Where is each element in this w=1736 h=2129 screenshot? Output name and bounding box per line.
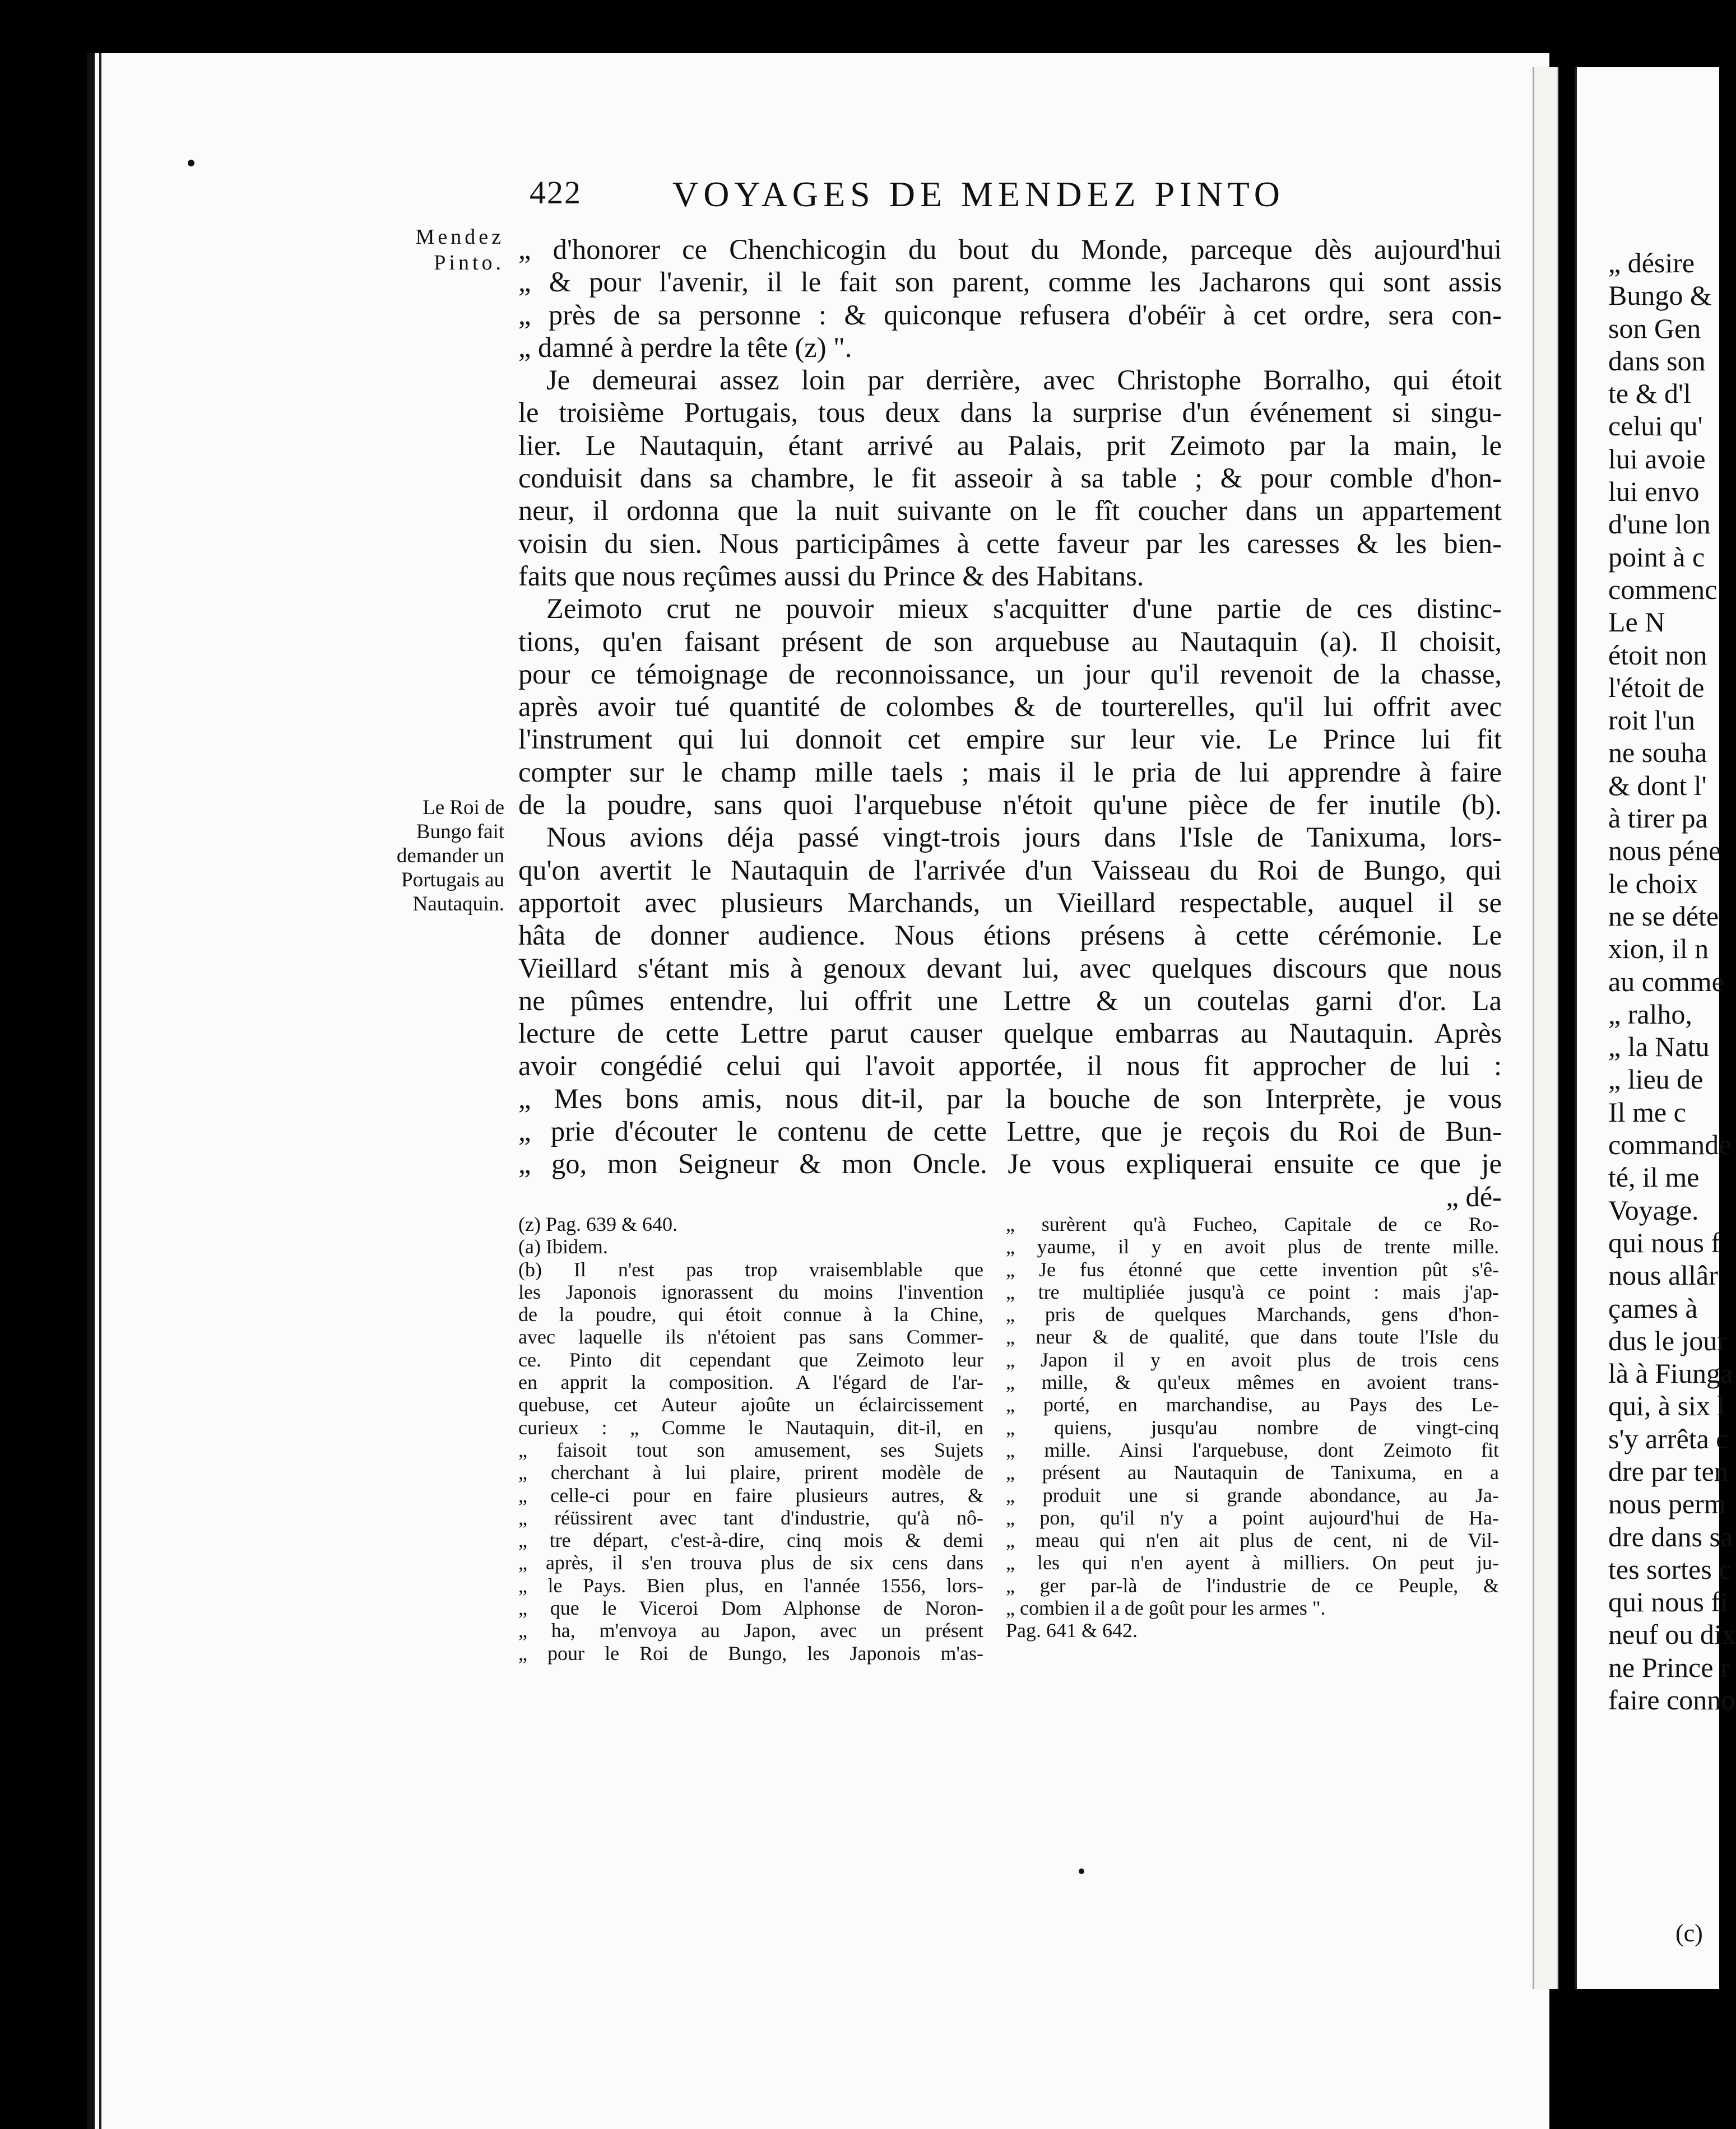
text-line: avoir congédié celui qui l'avoit apportée, il nous fit approcher de lui : <box>518 1050 1502 1082</box>
right-page-line: Il me c <box>1608 1096 1686 1128</box>
footnote-line: quebuse, cet Auteur ajoûte un éclaircissement <box>518 1393 983 1416</box>
footnote-line: „ surèrent qu'à Fucheo, Capitale de ce Ro- <box>1006 1213 1499 1235</box>
right-page-line: le choix <box>1608 867 1698 899</box>
footnote-line: „ pris de quelques Marchands, gens d'hon- <box>1006 1303 1499 1326</box>
right-page-line: xion, il n <box>1608 933 1709 965</box>
margin-note-line: Nautaquin. <box>412 892 504 915</box>
text-line: lecture de cette Lettre parut causer quelque embarras au Nautaquin. Après <box>518 1017 1502 1049</box>
right-page-shadow <box>1563 1989 1717 2129</box>
right-page-line: nous péne <box>1608 835 1721 867</box>
right-page-line: l'étoit de <box>1608 671 1705 703</box>
right-page-line: ne se déte <box>1608 900 1719 932</box>
text-line: de la poudre, sans quoi l'arquebuse n'étoit qu'une pièce de fer inutile (b). <box>518 789 1502 821</box>
right-page-text <box>1608 247 1736 1716</box>
footnote-line: „ mille, & qu'eux mêmes en avoient trans- <box>1006 1371 1499 1394</box>
footnote-line: „ que le Viceroi Dom Alphonse de Noron- <box>518 1597 983 1620</box>
footnote-line: „ ger par-là de l'industrie de ce Peuple, & <box>1006 1574 1499 1597</box>
ink-speck <box>188 160 194 166</box>
text-line: Vieillard s'étant mis à genoux devant lui, avec quelques discours que nous <box>518 952 1502 984</box>
margin-author-name <box>387 224 504 276</box>
margin-note-line: Portugais au <box>401 868 504 891</box>
text-line: voisin du sien. Nous participâmes à cette faveur par les caresses & les bien- <box>518 527 1502 559</box>
text-line: après avoir tué quantité de colombes & de tourterelles, qu'il lui offrit avec <box>518 691 1502 723</box>
footnote-line: ce. Pinto dit cependant que Zeimoto leur <box>518 1348 983 1371</box>
right-page-catchword: (c) <box>1675 1919 1703 1947</box>
footnote-line: (z) Pag. 639 & 640. <box>518 1213 677 1235</box>
right-page-line: „ lieu de <box>1608 1063 1703 1095</box>
right-page-line: point à c <box>1608 541 1705 573</box>
right-page-line: d'une lon <box>1608 508 1711 540</box>
main-text <box>518 233 1502 1213</box>
footnote-line: les Japonois ignorassent du moins l'invention <box>518 1280 983 1303</box>
footnote-line: „ meau qui n'en ait plus de cent, ni de Vil- <box>1006 1529 1499 1552</box>
right-page-line: „ désire <box>1608 247 1695 278</box>
book-gutter <box>1533 67 1558 1989</box>
right-page-line: dus le jour <box>1608 1324 1727 1356</box>
text-line: apportoit avec plusieurs Marchands, un Vieillard respectable, auquel il se <box>518 886 1502 918</box>
right-page-line: qui nous fi <box>1608 1586 1728 1618</box>
footnote-line: „ porté, en marchandise, au Pays des Le- <box>1006 1393 1499 1416</box>
footnote-line: (a) Ibidem. <box>518 1235 608 1258</box>
right-page-line: „ la Natu <box>1608 1031 1710 1063</box>
text-line: l'instrument qui lui donnoit cet empire sur leur vie. Le Prince lui fit <box>518 723 1502 755</box>
text-line: tions, qu'en faisant présent de son arquebuse au Nautaquin (a). Il choisit, <box>518 625 1502 657</box>
footnote-line: „ combien il a de goût pour les armes ". <box>1006 1597 1326 1620</box>
margin-name-line: Mendez <box>415 225 504 249</box>
right-page-line: au comme <box>1608 965 1724 997</box>
text-line: compter sur le champ mille taels ; mais il le pria de lui apprendre à faire <box>518 756 1502 788</box>
text-line: le troisième Portugais, tous deux dans la surprise d'un événement si singu- <box>518 397 1502 429</box>
margin-note <box>353 796 504 916</box>
footnote-line: „ les qui n'en ayent à milliers. On peut ju- <box>1006 1551 1499 1574</box>
margin-name-line: Pinto. <box>434 251 504 275</box>
catchword: „ dé- <box>1446 1180 1502 1212</box>
footnote-line: „ cherchant à lui plaire, prirent modèle de <box>518 1461 983 1484</box>
text-line: „ & pour l'avenir, il le fait son parent, comme les Jacharons qui sont assis <box>518 266 1502 298</box>
text-line: Zeimoto crut ne pouvoir mieux s'acquitter d'une partie de ces distinc- <box>546 593 1502 625</box>
right-page-line: & dont l' <box>1608 769 1707 801</box>
text-line: „ go, mon Seigneur & mon Oncle. Je vous expliquerai ensuite ce que je <box>518 1148 1502 1180</box>
footnote-line: „ Je fus étonné que cette invention pût s'ê- <box>1006 1258 1499 1281</box>
right-page-line: tes sortes c <box>1608 1553 1732 1585</box>
footnote-line: „ ha, m'envoya au Japon, avec un présent <box>518 1619 983 1642</box>
text-line: qu'on avertit le Nautaquin de l'arrivée d'un Vaisseau du Roi de Bungo, qui <box>518 854 1502 886</box>
footnote-line: avec laquelle ils n'étoient pas sans Commer- <box>518 1326 983 1349</box>
right-page-line: dre par ten <box>1608 1455 1728 1487</box>
footnote-line: „ yaume, il y en avoit plus de trente mille. <box>1006 1235 1499 1258</box>
margin-note-line: Bungo fait <box>416 820 504 843</box>
footnote-line: „ tre multipliée jusqu'à ce point : mais j'ap- <box>1006 1280 1499 1303</box>
right-page-line: Le N <box>1608 606 1665 638</box>
text-line: Je demeurai assez loin par derrière, avec Christophe Borralho, qui étoit <box>546 364 1502 396</box>
right-page-line: „ ralho, <box>1608 998 1692 1030</box>
footnote-line: „ Japon il y en avoit plus de trois cens <box>1006 1348 1499 1371</box>
text-line: lier. Le Nautaquin, étant arrivé au Palais, prit Zeimoto par la main, le <box>518 429 1502 461</box>
footnote-line: „ quiens, jusqu'au nombre de vingt-cinq <box>1006 1416 1499 1439</box>
right-page-line: celui qu' <box>1608 410 1703 442</box>
right-page-line: qui nous f <box>1608 1226 1720 1258</box>
margin-note-line: Le Roi de <box>423 796 504 819</box>
right-page-line: commande <box>1608 1129 1732 1161</box>
text-line: „ damné à perdre la tête (z) ". <box>518 331 852 363</box>
right-page-line: là à Fiunga <box>1608 1358 1733 1389</box>
right-page-line: roit l'un <box>1608 704 1695 736</box>
page-header <box>530 174 1538 224</box>
margin-note-line: demander un <box>396 844 504 867</box>
right-page-line: s'y arrêta c <box>1608 1423 1729 1454</box>
text-line: Nous avions déja passé vingt-trois jours dans l'Isle de Tanixuma, lors- <box>546 821 1502 853</box>
footnotes-right-column <box>1006 1213 1499 1642</box>
right-page-line: ne souha <box>1608 737 1707 769</box>
footnote-line: „ présent au Nautaquin de Tanixuma, en a <box>1006 1461 1499 1484</box>
text-line: pour ce témoignage de reconnoissance, un jour qu'il revenoit de la chasse, <box>518 658 1502 690</box>
right-page-line: dre dans sa <box>1608 1521 1733 1552</box>
ink-speck <box>1079 1868 1084 1874</box>
footnote-line: „ mille. Ainsi l'arquebuse, dont Zeimoto fit <box>1006 1438 1499 1461</box>
page-number: 422 <box>530 174 582 211</box>
right-page-line: commenc <box>1608 573 1718 605</box>
right-page-line: lui avoie <box>1608 443 1706 475</box>
right-page-line: té, il me <box>1608 1161 1700 1193</box>
footnote-line: Pag. 641 & 642. <box>1006 1619 1138 1642</box>
right-page-line: Voyage. <box>1608 1194 1699 1226</box>
text-line: „ près de sa personne : & quiconque refusera d'obéïr à cet ordre, sera con- <box>518 299 1502 331</box>
footnote-line: „ produit une si grande abondance, au Ja- <box>1006 1484 1499 1507</box>
right-page-line: te & d'l <box>1608 378 1691 410</box>
text-line: ne pûmes entendre, lui offrit une Lettre & un coutelas garni d'or. La <box>518 984 1502 1016</box>
footnote-line: „ après, il s'en trouva plus de six cens dans <box>518 1551 983 1574</box>
right-page-line: faire conno <box>1608 1684 1735 1716</box>
text-line: neur, il ordonna que la nuit suivante on le fît coucher dans un appartement <box>518 495 1502 527</box>
right-page-line: çames à <box>1608 1292 1698 1324</box>
right-page-line: neuf ou dix <box>1608 1619 1736 1651</box>
right-page-line: ne Prince r <box>1608 1651 1730 1683</box>
footnote-line: „ tre départ, c'est-à-dire, cinq mois & demi <box>518 1529 983 1552</box>
footnote-line: en apprit la composition. A l'égard de l'ar- <box>518 1371 983 1394</box>
right-page-line: nous allâr <box>1608 1259 1718 1291</box>
footnote-line: „ celle-ci pour en faire plusieurs autres, & <box>518 1484 983 1507</box>
right-page-line: nous perm <box>1608 1488 1726 1520</box>
footnote-line: „ pon, qu'il n'y a point aujourd'hui de Ha- <box>1006 1506 1499 1529</box>
text-line: „ d'honorer ce Chenchicogin du bout du Monde, parceque dès aujourd'hui <box>518 234 1502 265</box>
footnotes-left-column <box>518 1213 983 1665</box>
right-page-line: Bungo & <box>1608 280 1712 312</box>
text-line: conduisit dans sa chambre, le fit asseoir à sa table ; & pour comble d'hon- <box>518 462 1502 494</box>
footnote-line: (b) Il n'est pas trop vraisemblable que <box>518 1258 983 1281</box>
footnote-line: curieux : „ Comme le Nautaquin, dit-il, en <box>518 1416 983 1439</box>
running-title: VOYAGES DE MENDEZ PINTO <box>672 174 1285 214</box>
footnote-line: „ faisoit tout son amusement, ses Sujets <box>518 1438 983 1461</box>
footnote-line: de la poudre, qui étoit connue à la Chine, <box>518 1303 983 1326</box>
text-line: „ prie d'écouter le contenu de cette Lettre, que je reçois du Roi de Bun- <box>518 1115 1502 1147</box>
text-line: hâta de donner audience. Nous étions présens à cette cérémonie. Le <box>518 919 1502 951</box>
footnote-line: „ réüssirent avec tant d'industrie, qu'à nô- <box>518 1506 983 1529</box>
left-page-edge <box>87 53 115 2129</box>
footnote-line: „ le Pays. Bien plus, en l'année 1556, lors- <box>518 1574 983 1597</box>
right-page-line: dans son <box>1608 345 1706 376</box>
text-line: faits que nous reçûmes aussi du Prince & des Habitans. <box>518 560 1144 592</box>
text-line: „ Mes bons amis, nous dit-il, par la bouche de son Interprète, je vous <box>518 1082 1502 1114</box>
right-page-line: qui, à six l <box>1608 1390 1725 1422</box>
right-page-line: lui envo <box>1608 476 1700 508</box>
right-page-line: à tirer pa <box>1608 802 1708 834</box>
right-page-line: son Gen <box>1608 312 1701 344</box>
footnote-line: „ neur & de qualité, que dans toute l'Isle du <box>1006 1326 1499 1349</box>
footnote-line: „ pour le Roi de Bungo, les Japonois m'as- <box>518 1642 983 1665</box>
right-page-line: étoit non <box>1608 639 1707 671</box>
